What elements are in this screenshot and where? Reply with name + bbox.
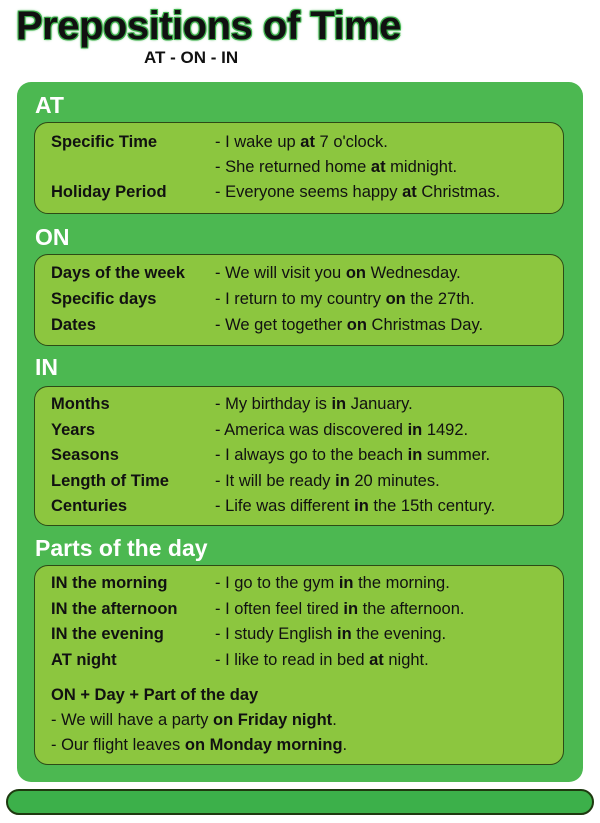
example-text: - America was discovered in 1492. [215, 421, 469, 439]
term-label: IN the afternoon [51, 600, 178, 618]
example-text: - Life was different in the 15th century. [215, 497, 496, 515]
list-item [51, 625, 561, 651]
example-text: - I study English in the evening. [215, 625, 447, 643]
example-text: - She returned home at midnight. [215, 158, 458, 176]
list-item [51, 395, 561, 421]
term-label: Specific Time [51, 133, 158, 151]
term-label: Days of the week [51, 264, 185, 282]
section-heading-on: ON [35, 224, 70, 250]
example-text: - Everyone seems happy at Christmas. [215, 183, 501, 201]
term-label: Dates [51, 316, 96, 334]
term-label: Specific days [51, 290, 157, 308]
term-label: AT night [51, 651, 117, 669]
list-item [51, 446, 561, 472]
section-heading-in: IN [35, 354, 58, 380]
example-text: - We get together on Christmas Day. [215, 316, 484, 334]
page-subtitle: AT - ON - IN [144, 48, 239, 67]
example-text: - I go to the gym in the morning. [215, 574, 450, 592]
term-label: Seasons [51, 446, 119, 464]
list-item [51, 651, 561, 677]
section-heading-parts-of-day: Parts of the day [35, 535, 208, 561]
footer-bar [6, 789, 594, 815]
list-item [51, 497, 561, 523]
example-text: - I often feel tired in the afternoon. [215, 600, 465, 618]
list-item [51, 574, 561, 600]
term-label: Months [51, 395, 110, 413]
example-text: - I wake up at 7 o'clock. [215, 133, 388, 151]
rule-heading: ON + Day + Part of the day [51, 686, 259, 704]
section-box-in [34, 386, 564, 526]
example-text: - I return to my country on the 27th. [215, 290, 475, 308]
section-heading-at: AT [35, 92, 64, 118]
term-label: Length of Time [51, 472, 169, 490]
term-label: Years [51, 421, 96, 439]
example-text: - My birthday is in January. [215, 395, 413, 413]
list-item [51, 290, 561, 316]
term-label: Centuries [51, 497, 128, 515]
example-text: - It will be ready in 20 minutes. [215, 472, 440, 490]
list-item [51, 316, 561, 342]
section-box-on [34, 254, 564, 346]
list-item [51, 158, 561, 184]
section-box-parts-of-day [34, 565, 564, 765]
term-label: Holiday Period [51, 183, 167, 201]
example-text: - I like to read in bed at night. [215, 651, 429, 669]
list-item [51, 421, 561, 447]
example-text: - We will visit you on Wednesday. [215, 264, 461, 282]
list-item [51, 600, 561, 626]
rule-example: - We will have a party on Friday night. [51, 711, 337, 729]
list-item [51, 264, 561, 290]
list-item [51, 472, 561, 498]
section-box-at [34, 122, 564, 214]
term-label: IN the evening [51, 625, 164, 643]
page-title: Prepositions of Time [16, 4, 401, 48]
list-item [51, 133, 561, 159]
list-item [51, 183, 561, 209]
rule-example: - Our flight leaves on Monday morning. [51, 736, 348, 754]
term-label: IN the morning [51, 574, 168, 592]
example-text: - I always go to the beach in summer. [215, 446, 491, 464]
